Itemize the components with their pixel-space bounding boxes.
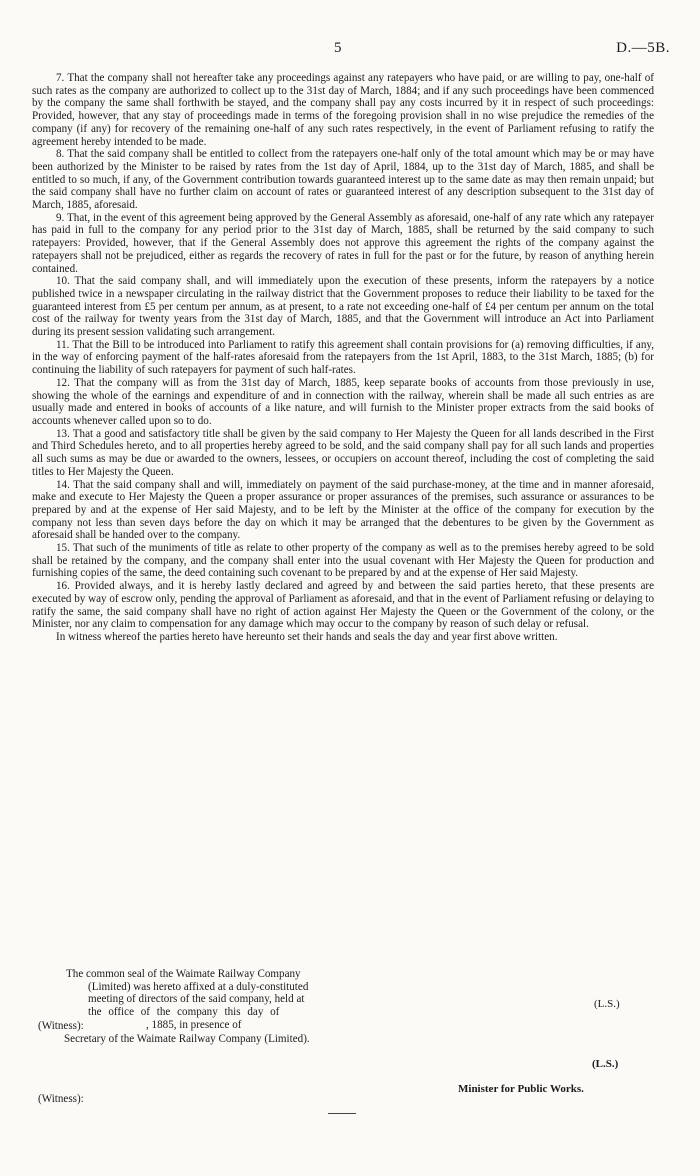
agreement-clauses [32, 72, 654, 644]
secretary-signature-line: Secretary of the Waimate Railway Company (Limited). [64, 1033, 310, 1045]
clause-16: 16. Provided always, and it is hereby lastly declared and agreed by and between the said parties hereto, that these presents are executed by way of escrow only, pending the approval of Parliament as aforesaid, and that in the event of Parliament refusing or delaying to ratify the same, the said company shall have no right of action against Her Majesty the Queen or the Government of the colony, or the Minister, nor any claim to compensation for any damage which may occur to the company by reason of such delay or refusal. [32, 580, 654, 631]
company-seal-mark: (L.S.) [594, 998, 620, 1010]
clause-14: 14. That the said company shall and will, immediately on payment of the said purchase-money, at the time and in manner aforesaid, make and execute to Her Majesty the Queen a proper assurance or proper assurances of the premises, such assurance or assurances to be prepared by and at the expense of Her said Majesty, and to be left by the Minister at the office of the company for execution by the company not less than seven days before the day on which it may be arranged that the debentures to be given by the Government as aforesaid shall be handed over to the company. [32, 478, 654, 542]
divider-rule [328, 1113, 356, 1114]
seal-line: meeting of directors of the said company, held at [88, 993, 305, 1006]
witness-label-2: (Witness): [38, 1093, 84, 1105]
clause-12: 12. That the company will as from the 31st day of March, 1885, keep separate books of accounts from those previously in use, showing the whole of the earnings and expenditure of and in connection with the railway, wherein shall be made all such entries as are usually made and entered in books of accounts of a like nature, and will furnish to the Minister proper extracts from the said books of accounts whenever called upon so to do. [32, 376, 654, 427]
witness-label: (Witness): [38, 1020, 84, 1032]
document-reference: D.—5B. [616, 40, 670, 56]
seal-line: (Limited) was hereto affixed at a duly-constituted [88, 980, 309, 993]
minister-seal-mark: (L.S.) [592, 1058, 619, 1070]
clause-8: 8. That the said company shall be entitled to collect from the ratepayers one-half only of the total amount which may be or may have been authorized by the Minister to be raised by rates from the 1st day of April, 1884, up to the 31st day of March, 1885, and shall be entitled to so much, if any, of the Government contribution towards guaranteed interest up to the same date as may then remain unpaid; but the said company shall have no further claim on account of rates or guaranteed interest of any description subsequent to the 31st day of March, 1885, aforesaid. [32, 148, 654, 212]
page-number: 5 [334, 40, 342, 56]
company-seal-attestation [66, 968, 418, 1032]
clause-15: 15. That such of the muniments of title as relate to other property of the company as well as to the premises hereby agreed to be sold shall be retained by the company, and the company shall enter into the usual covenant with Her Majesty the Queen for production and furnishing copies of the same, the deed containing such covenant to be prepared by and at the expense of Her said Majesty. [32, 542, 654, 580]
minister-signature-line: Minister for Public Works. [458, 1083, 584, 1095]
clause-11: 11. That the Bill to be introduced into Parliament to ratify this agreement shall contain provisions for (a) removing difficulties, if any, in the way of enforcing payment of the half-rates aforesaid from the ratepayers from the 1st April, 1883, to the 31st March, 1885; (b) for continuing the liability of such ratepayers for payment of such half-rates. [32, 338, 654, 377]
seal-line: the office of the company this day of [88, 1006, 280, 1019]
clause-10: 10. That the said company shall, and will immediately upon the execution of these presents, inform the ratepayers by a notice published twice in a newspaper circulating in the railway district that the Government proposes to reduce their liability to be taxed for the guaranteed interest from £5 per centum per annum, as at present, to a rate not exceeding one-half of £4 per centum per annum on the total cost of the railway for twenty years from the 31st day of March, 1885, and that the Government will introduce an Act into Parliament during its present session validating such arrangement. [32, 275, 654, 339]
clause-7: 7. That the company shall not hereafter take any proceedings against any ratepayers who have paid, or are willing to pay, one-half of such rates as the company are authorized to collect up to the 31st day of March, 1884; and if any such proceedings have been commenced by the company the same shall forthwith be stayed, and the company shall pay any costs incurred by it in respect of such proceedings: Provided, however, that any stay of proceedings made in terms of the foregoing provision shall in no wise prejudice the remedies of the company (if any) for recovery of the remaining one-half of any such rates respectively, in the event of Parliament refusing to ratify the agreement hereby intended to be made. [32, 72, 654, 148]
seal-line: , 1885, in presence of [146, 1018, 242, 1031]
clause-13: 13. That a good and satisfactory title shall be given by the said company to Her Majesty the Queen for all lands described in the First and Third Schedules hereto, and to all properties hereby agreed to be sold, and the said company shall pay for all such lands and properties all such sums as may be due or awarded to the owners, lessees, or occupiers on account thereof, including the cost of completing the said titles to Her Majesty the Queen. [32, 427, 654, 478]
witness-clause: In witness whereof the parties hereto have hereunto set their hands and seals the day and year first above written. [56, 630, 558, 643]
seal-line: The common seal of the Waimate Railway Company [66, 968, 301, 980]
clause-9: 9. That, in the event of this agreement being approved by the General Assembly as aforesaid, one-half of any rate which any ratepayer has paid in full to the company for any period prior to the 31st day of March, 1885, shall be returned by the said company to such ratepayers: Provided, however, that if the General Assembly does not approve this agreement the rights of the company against the ratepayers shall not be prejudiced, either as regards the recovery of rates in full for the past or for the future, by reason of anything herein contained. [32, 211, 654, 275]
